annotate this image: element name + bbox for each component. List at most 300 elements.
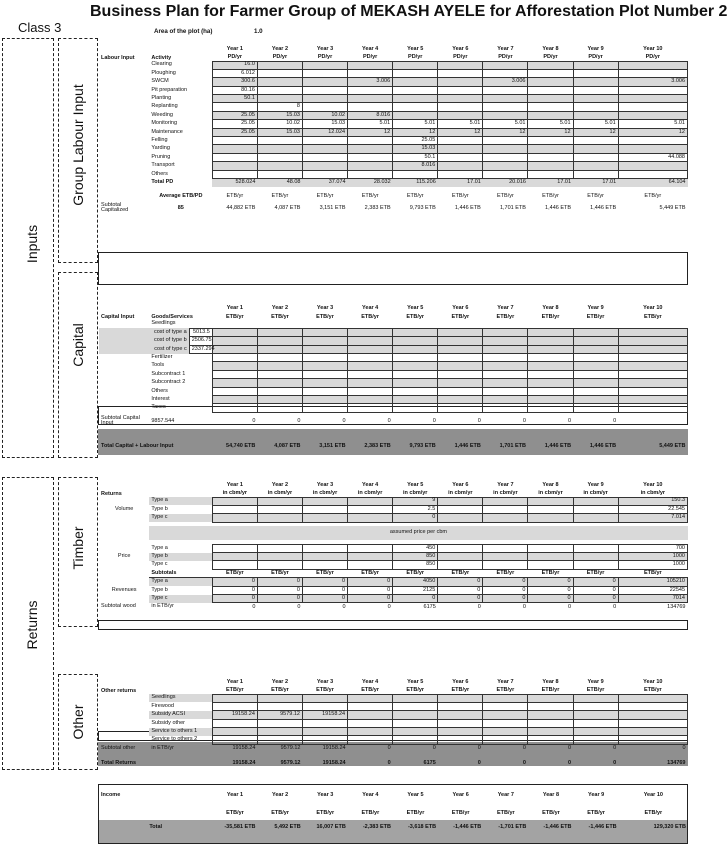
other-row-cell-1-5 [393, 694, 438, 702]
timber-subtotal-box [98, 620, 688, 630]
labour-subtotal-box [98, 252, 688, 285]
labour-row-13-cell-1 [212, 162, 257, 170]
other-row-cell-1-4 [348, 694, 393, 702]
timber-volume-cell-1-7 [483, 497, 528, 505]
timber-unit-5: in cbm/yr [402, 490, 428, 496]
timber-volume-name-1: Type a [149, 497, 212, 505]
timber-revenue-cell-1-4: 0 [348, 578, 393, 586]
timber-price-cell-2-5: 850 [393, 553, 438, 561]
labour-avg-value: 85 [177, 204, 184, 211]
capital-item-row-1-cell-1 [212, 354, 257, 362]
other-header-row [99, 676, 688, 685]
inputs-label: Inputs [24, 224, 40, 264]
capital-label: Capital [70, 323, 86, 367]
labour-row-13-cell-10 [618, 162, 687, 170]
other-row-cell-5-5 [393, 728, 438, 736]
timber-volume-row-1 [99, 497, 688, 505]
labour-row-5-cell-6 [438, 95, 483, 103]
capital-unit-3: ETB/yr [316, 313, 334, 320]
other-row-cell-1-6 [438, 694, 483, 702]
other-row-cell-1-2 [257, 694, 302, 702]
labour-row-6-cell-3 [302, 103, 347, 111]
labour-row-9-cell-10: 12 [618, 128, 687, 136]
timber-volume-cell-3-2 [257, 514, 302, 522]
other-row-cell-4-8 [528, 719, 573, 727]
capital-subtotal-8: 0 [522, 417, 526, 424]
capital-item-row-7-cell-10 [618, 404, 687, 412]
other-row-blank-3 [99, 711, 149, 719]
other-row-cell-1-3 [302, 694, 347, 702]
capital-item-row-2-cell-8 [528, 362, 573, 370]
income-unit-6: ETB/yr [451, 809, 470, 816]
timber-volume-cell-1-4 [348, 497, 393, 505]
timber-unit-6: in cbm/yr [448, 490, 473, 496]
timber-revenue-cell-1-10: 105210 [618, 578, 687, 586]
capital-year-7: Year 7 [497, 304, 514, 311]
capital-item-row-3-cell-5 [393, 370, 438, 378]
timber-revenue-cell-3-4: 0 [348, 595, 393, 603]
labour-row-8-cell-4: 5.01 [348, 120, 393, 128]
capital-item-row-4-cell-7 [483, 379, 528, 387]
labour-unit-5: PD/yr [408, 54, 423, 60]
timber-header-row [99, 479, 688, 488]
timber-subtotals-unit-8: ETB/yr [528, 569, 573, 577]
labour-row-13-cell-5: 8.016 [393, 162, 438, 170]
total-returns-6: 0 [477, 759, 481, 766]
total-returns-10: 134769 [667, 759, 686, 766]
capital-total-row [99, 434, 688, 458]
labour-row-7-cell-5 [393, 111, 438, 119]
timber-unit-7: in cbm/yr [493, 490, 518, 496]
labour-row-5-cell-10 [618, 95, 687, 103]
timber-unit-row [99, 488, 688, 497]
other-subtotal-4: 0 [387, 745, 391, 752]
capital-item-row-2-label-1 [99, 362, 149, 370]
labour-unit-1: PD/yr [227, 54, 243, 60]
capital-item-row-3-cell-3 [302, 370, 347, 378]
capital-item-row-6-cell-9 [573, 396, 618, 404]
timber-subtotal-10: 134769 [667, 603, 686, 610]
labour-row-3-cell-4: 3.006 [348, 78, 393, 86]
labour-row-13-label-1 [99, 162, 149, 170]
labour-row-12-cell-6 [438, 153, 483, 161]
timber-subtotals-unit-4: ETB/yr [348, 569, 393, 577]
timber-price-name-1: Type a [151, 544, 168, 551]
capital-item-row-6 [99, 396, 688, 404]
total-returns-label: Total Returns [101, 759, 137, 766]
labour-row-2-label-2: Ploughing [151, 69, 176, 76]
timber-year-6: Year 6 [452, 481, 469, 488]
other-row-cell-4-7 [483, 719, 528, 727]
timber-price-cell-2-4 [348, 553, 393, 561]
capital-item-row-1-cell-6 [438, 354, 483, 362]
labour-avg-blank [99, 193, 149, 201]
other-row-cell-5-3 [302, 728, 347, 736]
capital-item-row-1-cell-5 [393, 354, 438, 362]
capital-item-row-5-cell-7 [483, 387, 528, 395]
other-row-cell-1-10 [618, 694, 687, 702]
capital-type-cell-1-6 [438, 328, 483, 336]
labour-row-2-cell-4 [348, 69, 393, 77]
other-row-cell-3-9 [573, 711, 618, 719]
other-row-cell-2-3 [302, 702, 347, 710]
capital-total-10: 5,449 ETB [659, 442, 686, 449]
labour-row-1-label-2: Clearing [151, 61, 172, 68]
capital-item-row-5-cell-5 [393, 387, 438, 395]
timber-subtotals-unit-3: ETB/yr [302, 569, 347, 577]
timber-price-cell-1-3 [302, 544, 347, 552]
other-row-blank-2 [99, 702, 149, 710]
labour-row-15-cell-6: 17.01 [438, 178, 483, 186]
capital-type-cell-1-2 [257, 328, 302, 336]
timber-price-cell-2-7 [483, 553, 528, 561]
labour-row-7 [99, 111, 688, 119]
timber-year-5: Year 5 [407, 481, 424, 488]
labour-row-15-cell-9: 17.01 [573, 178, 618, 186]
labour-row-10-label-1 [99, 137, 149, 145]
capital-type-cell-3-5 [393, 345, 438, 353]
timber-volume-cell-1-9 [573, 497, 618, 505]
timber-revenue-row-3 [99, 595, 688, 603]
labour-row-12-cell-5: 50.1 [393, 153, 438, 161]
timber-unit-9: in cbm/yr [583, 490, 608, 496]
capital-subtotal-1: 9857.544 [151, 417, 175, 424]
labour-row-1 [99, 61, 688, 69]
capital-type-value-1: 5013.5 [189, 328, 212, 336]
capital-seedlings-row-cell-6 [438, 320, 483, 328]
labour-subtotal-8: 1,446 ETB [545, 204, 572, 211]
timber-revenue-row-1 [99, 578, 688, 586]
labour-row-1-cell-8 [528, 61, 573, 69]
labour-row-13-label-2: Transport [151, 162, 175, 169]
timber-volume-cell-3-10: 7.014 [618, 514, 687, 522]
timber-volume-cell-3-8 [528, 514, 573, 522]
labour-row-11-cell-10 [618, 145, 687, 153]
capital-year-10: Year 10 [643, 304, 663, 311]
timber-price-cell-2-8 [528, 553, 573, 561]
timber-subtotals-head [99, 569, 688, 577]
capital-type-name-3: cost of type c [149, 345, 189, 353]
capital-type-value-2: 2506.75 [189, 337, 212, 345]
labour-row-13-cell-6 [438, 162, 483, 170]
labour-row-14-cell-5 [393, 170, 438, 178]
timber-price-cell-3-10: 1000 [618, 561, 687, 569]
capital-type-cell-1-8 [528, 328, 573, 336]
timber-volume-cell-3-4 [348, 514, 393, 522]
capital-type-cell-1-1 [212, 328, 257, 336]
income-total-7: -1,701 ETB [498, 824, 527, 831]
capital-year-2: Year 2 [271, 304, 289, 311]
income-total-5: -3,618 ETB [407, 824, 437, 831]
timber-volume-cell-2-5: 2.5 [393, 505, 438, 513]
timber-volume-cell-2-10: 22.545 [618, 505, 687, 513]
capital-item-row-5-cell-1 [212, 387, 257, 395]
timber-price-cell-3-3 [302, 561, 347, 569]
labour-year-4: Year 4 [362, 45, 379, 52]
timber-hdr-blank [99, 479, 212, 488]
capital-col-label-2: Goods/Services [151, 313, 193, 320]
labour-subtotal-unit-5: ETB/yr [406, 193, 424, 200]
timber-revenue-cell-2-3: 0 [302, 586, 347, 594]
timber-volume-cell-1-6 [438, 497, 483, 505]
labour-row-11-cell-2 [257, 145, 302, 153]
labour-header-row [99, 43, 688, 52]
labour-row-4-cell-1: 80.16 [212, 86, 257, 94]
capital-unit-4: ETB/yr [361, 313, 379, 320]
timber-subtotal-4: 0 [387, 603, 391, 610]
other-row-cell-1-7 [483, 694, 528, 702]
capital-year-8: Year 8 [542, 304, 559, 311]
other-unit-5: ETB/yr [406, 687, 425, 693]
other-row-cell-4-9 [573, 719, 618, 727]
timber-revenue-cell-1-3: 0 [302, 578, 347, 586]
other-row-cell-4-5 [393, 719, 438, 727]
total-returns-3: 19158.24 [322, 759, 346, 766]
other-unit-6: ETB/yr [451, 687, 470, 693]
labour-row-15-cell-8: 17.01 [528, 178, 573, 186]
labour-unit-10: PD/yr [645, 54, 660, 60]
other-unit-2: ETB/yr [271, 687, 289, 693]
timber-price-cell-3-1 [212, 561, 257, 569]
capital-unit-1: ETB/yr [225, 313, 244, 320]
capital-subtotal-3: 0 [297, 417, 301, 424]
timber-volume-cell-3-7 [483, 514, 528, 522]
capital-type-cell-2-7 [483, 337, 528, 345]
labour-subtotal-2: 4,087 ETB [274, 204, 301, 211]
labour-row-12-cell-1 [212, 153, 257, 161]
capital-year-3: Year 3 [316, 304, 334, 311]
labour-unit-row [99, 52, 688, 61]
timber-subtotals-unit-5: ETB/yr [393, 569, 438, 577]
labour-row-1-cell-9 [573, 61, 618, 69]
capital-item-row-2-cell-3 [302, 362, 347, 370]
capital-type-cell-2-3 [302, 337, 347, 345]
other-row-cell-6-5 [393, 736, 438, 744]
labour-row-12-cell-2 [257, 153, 302, 161]
timber-price-cell-3-5: 850 [393, 561, 438, 569]
other-unit-3: ETB/yr [316, 687, 334, 693]
capital-type-cell-3-8 [528, 345, 573, 353]
labour-row-2-cell-1: 6.012 [212, 69, 257, 77]
timber-revenue-cell-2-7: 0 [483, 586, 528, 594]
labour-row-7-cell-2: 15.03 [257, 111, 302, 119]
other-row-cell-4-10 [618, 719, 687, 727]
capital-subtotal-9: 0 [567, 417, 572, 424]
labour-row-4-cell-7 [483, 86, 528, 94]
capital-item-row-6-cell-8 [528, 396, 573, 404]
labour-row-4-cell-5 [393, 86, 438, 94]
capital-item-row-3-cell-4 [348, 370, 393, 378]
capital-item-row-2 [99, 362, 688, 370]
capital-total-label: Total Capital + Labour Input [101, 442, 174, 449]
capital-type-cell-1-9 [573, 328, 618, 336]
capital-item-row-7-cell-7 [483, 404, 528, 412]
capital-unit-7: ETB/yr [496, 313, 515, 320]
timber-subtotal-row [99, 603, 688, 611]
timber-subtotal-6: 0 [477, 603, 481, 610]
timber-price-cell-1-10: 700 [618, 544, 687, 552]
timber-revenue-cell-2-9: 0 [573, 586, 618, 594]
labour-subtotal-unit-2: ETB/yr [271, 193, 289, 200]
labour-subtotal-3: 3,151 ETB [319, 204, 346, 211]
capital-seedlings-row-cell-3 [302, 320, 347, 328]
capital-total-4: 2,383 ETB [364, 442, 391, 449]
labour-row-3-label-1 [99, 78, 149, 86]
timber-year-7: Year 7 [497, 481, 514, 488]
other-row-cell-5-10 [618, 728, 687, 736]
other-row-cell-6-1 [212, 736, 257, 744]
labour-subtotal-unit-4: ETB/yr [361, 193, 379, 200]
timber-price-cell-1-4 [348, 544, 393, 552]
other-row-name-5: Service to others 1 [149, 728, 212, 736]
income-table [99, 786, 688, 840]
labour-row-11-cell-1 [212, 145, 257, 153]
other-row-cell-5-7 [483, 728, 528, 736]
labour-row-15-label-1 [99, 178, 149, 186]
capital-type-value-3: 2337.294 [189, 345, 212, 353]
labour-row-15-cell-4: 28.032 [348, 178, 393, 186]
other-row-cell-3-6 [438, 711, 483, 719]
capital-item-row-2-cell-7 [483, 362, 528, 370]
labour-row-7-label-1 [99, 111, 149, 119]
income-total-3: 16,007 ETB [316, 824, 346, 831]
labour-row-12-cell-4 [348, 153, 393, 161]
labour-row-6-label-2: Replanting [151, 103, 178, 110]
capital-item-row-4-cell-5 [393, 379, 438, 387]
timber-unit-8: in cbm/yr [538, 490, 563, 496]
other-row-3 [99, 711, 688, 719]
labour-row-6-cell-7 [483, 103, 528, 111]
timber-year-4: Year 4 [362, 481, 379, 488]
other-subtotal-label: Subtotal other [101, 744, 136, 751]
capital-total-1: 54,740 ETB [226, 442, 256, 449]
other-row-cell-4-2 [257, 719, 302, 727]
labour-row-15-cell-7: 20.016 [483, 178, 528, 186]
timber-subtotal-7: 0 [522, 603, 526, 610]
income-unit-3: ETB/yr [316, 809, 335, 816]
total-returns-7: 0 [522, 759, 526, 766]
labour-row-1-cell-3 [302, 61, 347, 69]
timber-volume-name-3: Type c [149, 514, 212, 522]
capital-total-5: 9,793 ETB [409, 442, 436, 449]
labour-row-2-cell-6 [438, 69, 483, 77]
timber-subtotal-2: 0 [297, 603, 301, 610]
income-total-label: Total [149, 824, 163, 831]
timber-revenue-cell-1-6: 0 [438, 578, 483, 586]
timber-subtotal-9: 0 [613, 603, 617, 610]
labour-subtotal-4: 2,383 ETB [364, 204, 391, 211]
labour-year-9: Year 9 [587, 45, 604, 52]
labour-row-12-label-2: Pruning [151, 153, 171, 160]
labour-unit-6: PD/yr [453, 54, 468, 60]
income-unit-4: ETB/yr [361, 809, 380, 816]
other-year-4: Year 4 [362, 678, 379, 685]
capital-type-cell-3-4 [348, 345, 393, 353]
other-year-5: Year 5 [407, 678, 424, 685]
labour-row-6-label-1 [99, 103, 149, 111]
labour-row-5-cell-8 [528, 95, 573, 103]
capital-unit-5: ETB/yr [406, 313, 425, 320]
capital-col-label: Capital Input [101, 313, 135, 320]
labour-row-6-cell-5 [393, 103, 438, 111]
timber-revenue-cell-2-5: 2125 [393, 586, 438, 594]
other-subtotal-2: 9579.12 [280, 745, 301, 752]
other-total-row [99, 753, 688, 775]
capital-type-row-3 [99, 345, 688, 353]
capital-type-row-2 [99, 337, 688, 345]
labour-row-2-cell-7 [483, 69, 528, 77]
labour-row-14-cell-3 [302, 170, 347, 178]
labour-row-8-cell-9: 5.01 [573, 120, 618, 128]
capital-item-row-5-cell-3 [302, 387, 347, 395]
capital-item-row-1-label-1 [99, 354, 149, 362]
timber-year-3: Year 3 [316, 481, 334, 488]
capital-total-9: 1,446 ETB [589, 442, 617, 449]
labour-row-8-cell-2: 10.02 [257, 120, 302, 128]
other-row-cell-1-9 [573, 694, 618, 702]
labour-subtotal-9: 1,446 ETB [590, 204, 617, 211]
timber-volume-cell-2-4 [348, 505, 393, 513]
timber-volume-name-2: Type b [151, 505, 168, 512]
income-year-9: Year 9 [587, 791, 605, 798]
labour-row-14-cell-7 [483, 170, 528, 178]
labour-row-9-label-2: Maintenance [151, 128, 183, 135]
timber-price-cell-1-1 [212, 544, 257, 552]
timber-price-cell-3-9 [573, 561, 618, 569]
other-row-cell-1-8 [528, 694, 573, 702]
capital-type-cell-2-1 [212, 337, 257, 345]
timber-revenue-cell-1-5: 4050 [393, 578, 438, 586]
other-row-1 [99, 694, 688, 702]
labour-row-11-cell-6 [438, 145, 483, 153]
other-row-cell-5-8 [528, 728, 573, 736]
capital-item-row-3-cell-8 [528, 370, 573, 378]
timber-revenue-row-2 [99, 586, 688, 594]
other-row-name-1: Seedlings [149, 694, 212, 702]
labour-subtotal-unit-10: ETB/yr [644, 193, 662, 200]
other-row-blank-5 [99, 728, 149, 736]
capital-seedlings-row-cell-1 [212, 320, 257, 328]
labour-row-5-label-1 [99, 95, 149, 103]
timber-volume-cell-1-1 [212, 497, 257, 505]
other-unit-4: ETB/yr [361, 687, 379, 693]
labour-row-8-cell-7: 5.01 [483, 120, 528, 128]
labour-row-7-cell-6 [438, 111, 483, 119]
capital-type-cell-3-3 [302, 345, 347, 353]
capital-seedlings-row-cell-2 [257, 320, 302, 328]
other-year-3: Year 3 [316, 678, 334, 685]
labour-row-14-cell-10 [618, 170, 687, 178]
labour-row-6-cell-8 [528, 103, 573, 111]
other-unit-row [99, 685, 688, 694]
other-subtotal-7: 0 [522, 745, 526, 752]
capital-type-cell-3-9 [573, 345, 618, 353]
other-unit-8: ETB/yr [541, 687, 560, 693]
timber-volume-group-label: Volume [114, 505, 134, 512]
timber-price-cell-3-4 [348, 561, 393, 569]
labour-subtotal-unit-9: ETB/yr [587, 193, 604, 200]
labour-row-4-cell-6 [438, 86, 483, 94]
capital-type-cell-3-2 [257, 345, 302, 353]
capital-item-row-3-cell-9 [573, 370, 618, 378]
labour-row-14 [99, 170, 688, 178]
labour-row-3-cell-1: 300.6 [212, 78, 257, 86]
other-col-label-2 [149, 685, 212, 694]
labour-unit-8: PD/yr [543, 54, 558, 60]
timber-price-cell-1-7 [483, 544, 528, 552]
timber-price-cell-2-10: 1000 [618, 553, 687, 561]
labour-row-13-cell-7 [483, 162, 528, 170]
